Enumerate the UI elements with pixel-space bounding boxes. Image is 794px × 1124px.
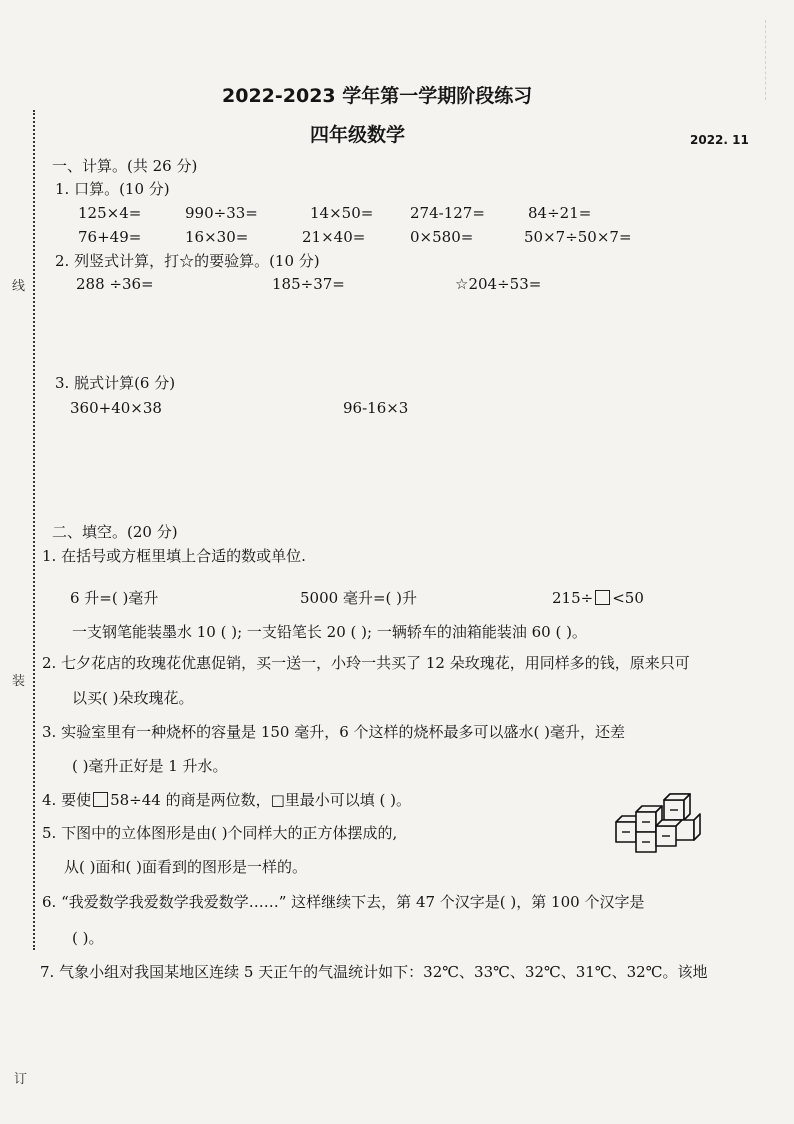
s1-q3-title: 3. 脱式计算(6 分) <box>55 374 176 392</box>
oral-calc-2: 990÷33= <box>185 204 258 222</box>
oral-calc-8: 21×40= <box>302 228 366 246</box>
section2-title: 二、填空。(20 分) <box>52 523 178 541</box>
s2-q6-line2: ( )。 <box>72 929 104 947</box>
binding-dotted-line <box>33 110 35 950</box>
vertical-calc-3: ☆204÷53= <box>455 275 542 293</box>
s2-q5-line2: 从( )面和( )面看到的图形是一样的。 <box>64 858 307 876</box>
s2-q1-c <box>552 588 644 608</box>
oral-calc-7: 16×30= <box>185 228 249 246</box>
s1-q2-title: 2. 列竖式计算，打☆的要验算。(10 分) <box>55 252 320 270</box>
s2-q6-line1: 6. “我爱数学我爱数学我爱数学……” 这样继续下去，第 47 个汉字是( )，第 100 个汉字是 <box>42 893 645 911</box>
oral-calc-3: 14×50= <box>310 204 374 222</box>
s2-q2-line2: 以买( )朵玫瑰花。 <box>72 689 194 707</box>
vertical-calc-2: 185÷37= <box>272 275 345 293</box>
step-calc-2: 96-16×3 <box>343 399 409 417</box>
cube-figure-image <box>612 790 702 860</box>
s2-q5-line1: 5. 下图中的立体图形是由( )个同样大的正方体摆成的, <box>42 824 398 842</box>
binding-char-zhuang: 装 <box>12 674 26 689</box>
step-calc-1: 360+40×38 <box>70 399 162 417</box>
binding-char-ding: 订 <box>14 1072 28 1087</box>
s2-q4-post: 58÷44 的商是两位数，□里最小可以填 ( )。 <box>110 791 412 809</box>
s2-q1-line2: 一支钢笔能装墨水 10 ( ); 一支铅笔长 20 ( ); 一辆轿车的油箱能装油 60 ( )。 <box>72 623 587 641</box>
answer-box <box>93 792 108 807</box>
s2-q1-b: 5000 毫升=( )升 <box>300 589 417 607</box>
s2-q1-title: 1. 在括号或方框里填上合适的数或单位. <box>42 547 306 565</box>
page-title: 2022-2023 学年第一学期阶段练习 <box>222 85 533 107</box>
oral-calc-1: 125×4= <box>78 204 142 222</box>
s2-q1-c-pre: 215÷ <box>552 589 594 607</box>
binding-char-xian: 线 <box>12 279 26 294</box>
page-subtitle: 四年级数学 <box>310 124 406 146</box>
s2-q1-c-post: <50 <box>612 589 644 607</box>
s2-q3-line2: ( )毫升正好是 1 升水。 <box>72 757 228 775</box>
exam-date: 2022. 11 <box>690 133 749 147</box>
s2-q3-line1: 3. 实验室里有一种烧杯的容量是 150 毫升，6 个这样的烧杯最多可以盛水( )毫升，还差 <box>42 723 626 741</box>
vertical-calc-1: 288 ÷36= <box>76 275 154 293</box>
s2-q2-line1: 2. 七夕花店的玫瑰花优惠促销，买一送一，小玲一共买了 12 朵玫瑰花，用同样多的钱，原来只可 <box>42 654 690 672</box>
scan-artifact <box>765 20 780 100</box>
oral-calc-4: 274-127= <box>410 204 485 222</box>
section1-title: 一、计算。(共 26 分) <box>52 157 198 175</box>
s2-q1-a: 6 升=( )毫升 <box>70 589 159 607</box>
s2-q4 <box>42 790 411 810</box>
oral-calc-5: 84÷21= <box>528 204 592 222</box>
s1-q1-title: 1. 口算。(10 分) <box>55 180 170 198</box>
oral-calc-10: 50×7÷50×7= <box>524 228 632 246</box>
oral-calc-6: 76+49= <box>78 228 142 246</box>
s2-q4-pre: 4. 要使 <box>42 791 92 809</box>
oral-calc-9: 0×580= <box>410 228 474 246</box>
s2-q7-line1: 7. 气象小组对我国某地区连续 5 天正午的气温统计如下：32℃、33℃、32℃、31℃、32℃。该地 <box>40 963 708 981</box>
answer-box <box>595 590 610 605</box>
